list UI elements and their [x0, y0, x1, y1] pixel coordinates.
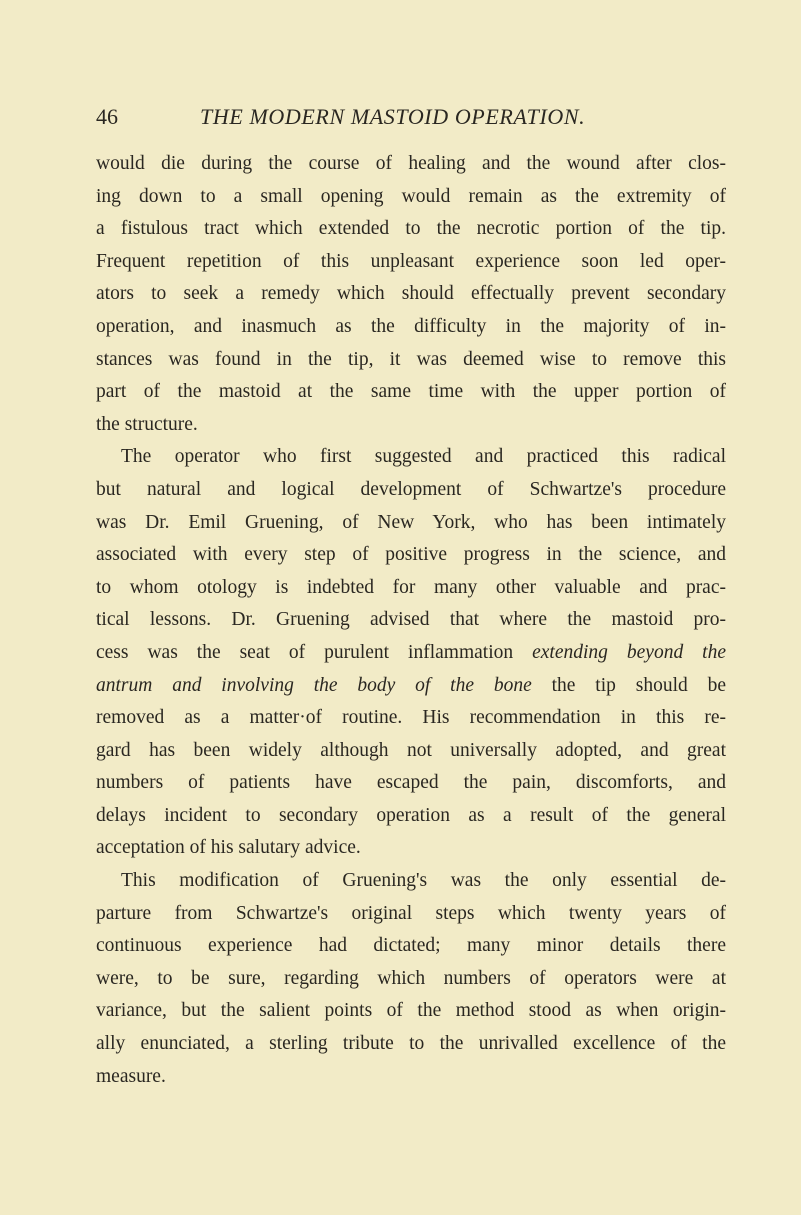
text-line: part of the mastoid at the same time with the upper portion of	[96, 381, 726, 403]
text-line: tical lessons. Dr. Gruening advised that where the mastoid pro-	[96, 609, 726, 631]
running-title: THE MODERN MASTOID OPERATION.	[200, 104, 586, 129]
text-line: removed as a matter·of routine. His recommendation in this re-	[96, 707, 726, 729]
text-segment: cess was the seat of purulent inflammation	[96, 641, 514, 663]
text-line: measure.	[96, 1065, 166, 1087]
text-line: was Dr. Emil Gruening, of New York, who has been intimately	[96, 511, 726, 533]
text-line: operation, and inasmuch as the difficulty in the majority of in-	[96, 315, 726, 337]
text-line: the structure.	[96, 413, 198, 435]
italic-phrase: extending beyond the	[532, 641, 727, 663]
text-line: would die during the course of healing and the wound after clos-	[96, 153, 726, 174]
running-head	[96, 100, 706, 134]
text-line: stances was found in the tip, it was deemed wise to remove this	[96, 348, 726, 370]
text-line: delays incident to secondary operation as a result of the general	[96, 804, 726, 826]
text-segment: the tip should be	[551, 674, 727, 696]
text-line: ators to seek a remedy which should effectually prevent secondary	[96, 283, 726, 305]
text-line: This modification of Gruening's was the only essential de-	[121, 870, 726, 892]
text-line: but natural and logical development of Schwartze's procedure	[96, 478, 726, 500]
text-line: a fistulous tract which extended to the necrotic portion of the tip.	[96, 218, 726, 240]
text-line: associated with every step of positive progress in the science, and	[96, 544, 726, 566]
text-line: acceptation of his salutary advice.	[96, 837, 361, 859]
text-line: variance, but the salient points of the method stood as when origin-	[96, 1000, 726, 1022]
italic-phrase: antrum and involving the body of the bone	[96, 674, 532, 696]
text-line: continuous experience had dictated; many minor details there	[96, 935, 726, 957]
text-line: gard has been widely although not universally adopted, and great	[96, 739, 726, 761]
text-line-mixed	[96, 670, 726, 703]
page-number: 46	[96, 104, 118, 129]
text-line: The operator who first suggested and practiced this radical	[121, 446, 726, 468]
text-line: parture from Schwartze's original steps which twenty years of	[96, 902, 726, 924]
text-line: numbers of patients have escaped the pain, discomforts, and	[96, 772, 726, 794]
text-line: to whom otology is indebted for many other valuable and prac-	[96, 576, 726, 598]
text-line-mixed	[96, 637, 726, 670]
text-line: Frequent repetition of this unpleasant experience soon led oper-	[96, 250, 726, 272]
body-text	[96, 148, 726, 1093]
text-line: were, to be sure, regarding which numbers of operators were at	[96, 967, 726, 989]
text-line: ing down to a small opening would remain as the extremity of	[96, 185, 726, 207]
text-line: ally enunciated, a sterling tribute to the unrivalled excellence of the	[96, 1033, 726, 1055]
